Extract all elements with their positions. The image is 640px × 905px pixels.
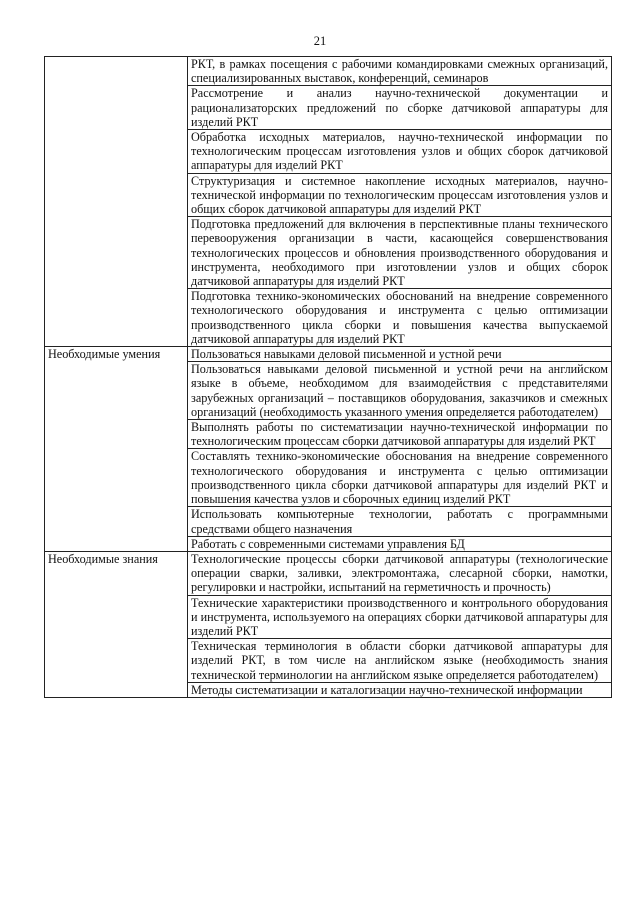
requirement-text: Подготовка предложений для включения в перспективные планы технического перевооружения организации в части, касающейся совершенствования технологических процессов и обновления производственного оборудования и инструмента, необходимого при изготовлении узлов и общих сборок датчиковой аппаратуры для изделий РКТ [188, 217, 612, 289]
requirement-text: Структуризация и системное накопление исходных материалов, научно-технической информации по технологическим процессам изготовления узлов и общих сборок датчиковой аппаратуры для изделий РКТ [188, 173, 612, 217]
requirement-text: Пользоваться навыками деловой письменной и устной речи [188, 347, 612, 362]
requirement-text: Технологические процессы сборки датчиковой аппаратуры (технологические операции сварки, заливки, электромонтажа, слесарной сборки, намотки, регулировки и настройки, испытаний на герметичность и прочность) [188, 551, 612, 595]
requirement-text: Подготовка технико-экономических обоснований на внедрение современного технологического оборудования и инструмента с целью оптимизации производственного цикла сборки и повышения качества выпускаемой датчиковой аппаратуры для изделий РКТ [188, 289, 612, 347]
requirement-text: Технические характеристики производственного и контрольного оборудования и инструмента, используемого на операциях сборки датчиковой аппаратуры для изделий РКТ [188, 595, 612, 639]
table-row [45, 347, 612, 362]
qualification-table [44, 56, 612, 698]
requirement-text: Обработка исходных материалов, научно-технической информации по технологическим процессам изготовления узлов и общих сборок датчиковой аппаратуры для изделий РКТ [188, 130, 612, 174]
requirement-text: Пользоваться навыками деловой письменной и устной речи на английском языке в объеме, необходимом для взаимодействия с представителями зарубежных организаций – поставщиков оборудования, заказчиков и смежных организаций (необходимость указанного умения определяется работодателем) [188, 362, 612, 420]
requirement-text: РКТ, в рамках посещения с рабочими командировками смежных организаций, специализированных выставок, конференций, семинаров [188, 57, 612, 86]
section-label: Необходимые умения [45, 347, 188, 552]
requirement-text: Работать с современными системами управления БД [188, 536, 612, 551]
requirement-text: Использовать компьютерные технологии, работать с программными средствами общего назначения [188, 507, 612, 536]
requirement-text: Рассмотрение и анализ научно-технической документации и рационализаторских предложений по сборке датчиковой аппаратуры для изделий РКТ [188, 86, 612, 130]
section-label [45, 57, 188, 347]
requirement-text: Методы систематизации и каталогизации научно-технической информации [188, 682, 612, 697]
section-label: Необходимые знания [45, 551, 188, 697]
requirement-text: Составлять технико-экономические обоснования на внедрение современного технологического оборудования и инструмента с целью оптимизации производственного цикла сборки датчиковой аппаратуры для изделий РКТ и повышения качества узлов и сборочных единиц изделий РКТ [188, 449, 612, 507]
table-row [45, 57, 612, 86]
page-number: 21 [313, 34, 327, 48]
requirement-text: Выполнять работы по систематизации научно-технической информации по технологическим процессам сборки датчиковой аппаратуры для изделий РКТ [188, 420, 612, 449]
table-row [45, 551, 612, 595]
requirement-text: Техническая терминология в области сборки датчиковой аппаратуры для изделий РКТ, в том числе на английском языке (необходимость знания технической терминологии на английском языке определяется работодателем) [188, 639, 612, 683]
